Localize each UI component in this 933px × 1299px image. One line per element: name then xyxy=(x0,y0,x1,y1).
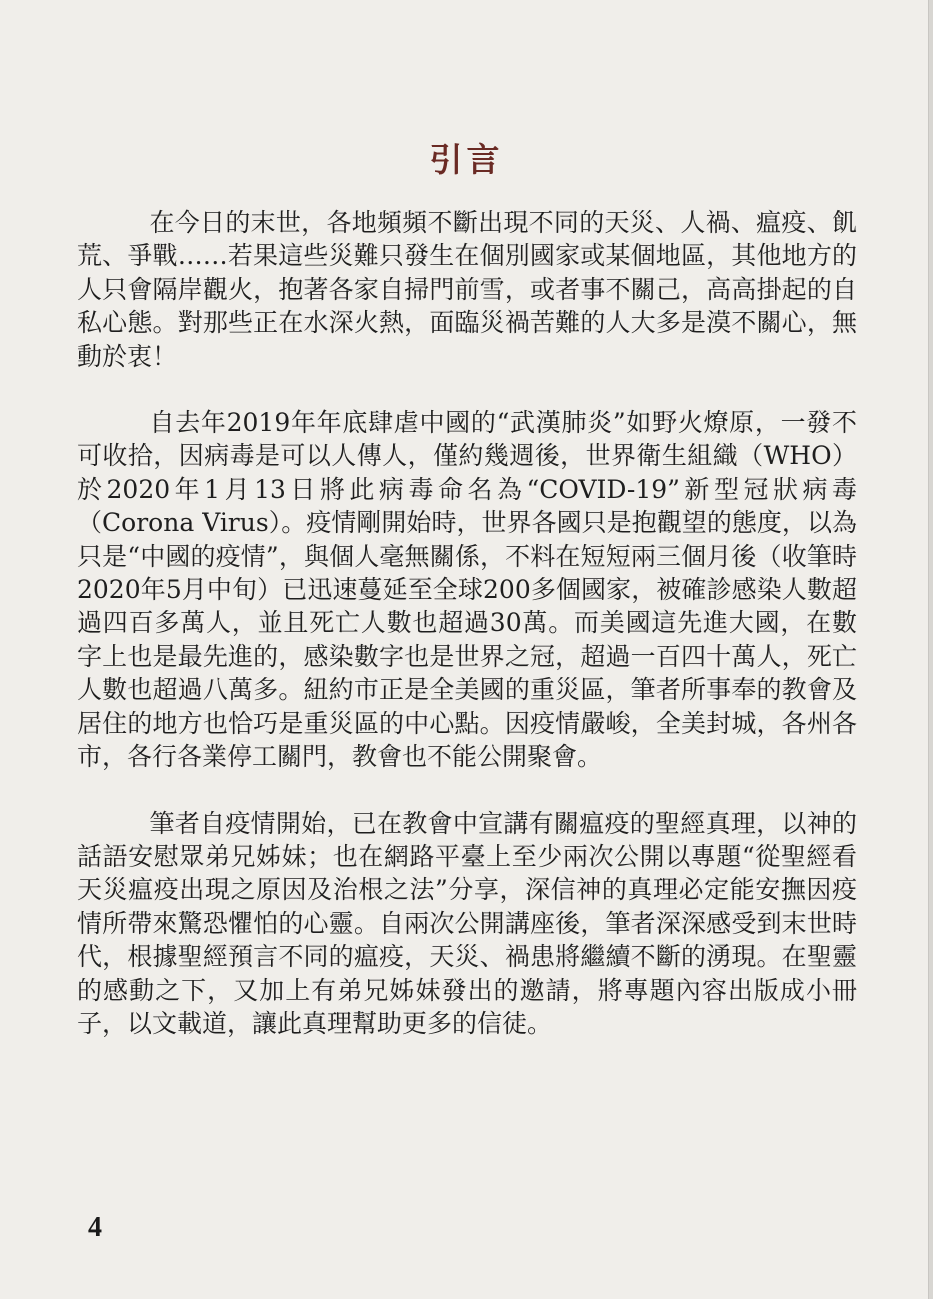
paragraph-2: 自去年2019年年底肆虐中國的“武漢肺炎”如野火燎原，一發不可收拾，因病毒是可以人傳人，僅約幾週後，世界衛生組織（WHO）於2020年1月13日將此病毒命名為“COVID-19”新型冠狀病毒（Corona Virus）。疫情剛開始時，世界各國只是抱觀望的態度，以為只是“中國的疫情”，與個人毫無關係，不料在短短兩三個月後（收筆時2020年5月中旬）已迅速蔓延至全球200多個國家，被確診感染人數超過四百多萬人，並且死亡人數也超過30萬。而美國這先進大國，在數字上也是最先進的，感染數字也是世界之冠，超過一百四十萬人，死亡人數也超過八萬多。紐約市正是全美國的重災區，筆者所事奉的教會及居住的地方也恰巧是重災區的中心點。因疫情嚴峻，全美封城，各州各市，各行各業停工關門，教會也不能公開聚會。 xyxy=(77,408,857,772)
body-text xyxy=(77,206,857,1073)
paragraph-1: 在今日的末世，各地頻頻不斷出現不同的天災、人禍、瘟疫、飢荒、爭戰……若果這些災難只發生在個別國家或某個地區，其他地方的人只會隔岸觀火，抱著各家自掃門前雪，或者事不關己，高高掛起的自私心態。對那些正在水深火熱，面臨災禍苦難的人大多是漠不關心，無動於衷！ xyxy=(77,208,857,371)
page-number: 4 xyxy=(88,1212,102,1243)
page-edge xyxy=(928,0,933,1299)
page-title: 引言 xyxy=(429,140,504,179)
paragraph-3: 筆者自疫情開始，已在教會中宣講有關瘟疫的聖經真理，以神的話語安慰眾弟兄姊妹；也在網路平臺上至少兩次公開以專題“從聖經看天災瘟疫出現之原因及治根之法”分享，深信神的真理必定能安撫因疫情所帶來驚恐懼怕的心靈。自兩次公開講座後，筆者深深感受到末世時代，根據聖經預言不同的瘟疫，天災、禍患將繼續不斷的湧現。在聖靈的感動之下，又加上有弟兄姊妹發出的邀請，將專題內容出版成小冊子，以文載道，讓此真理幫助更多的信徒。 xyxy=(77,808,857,1038)
